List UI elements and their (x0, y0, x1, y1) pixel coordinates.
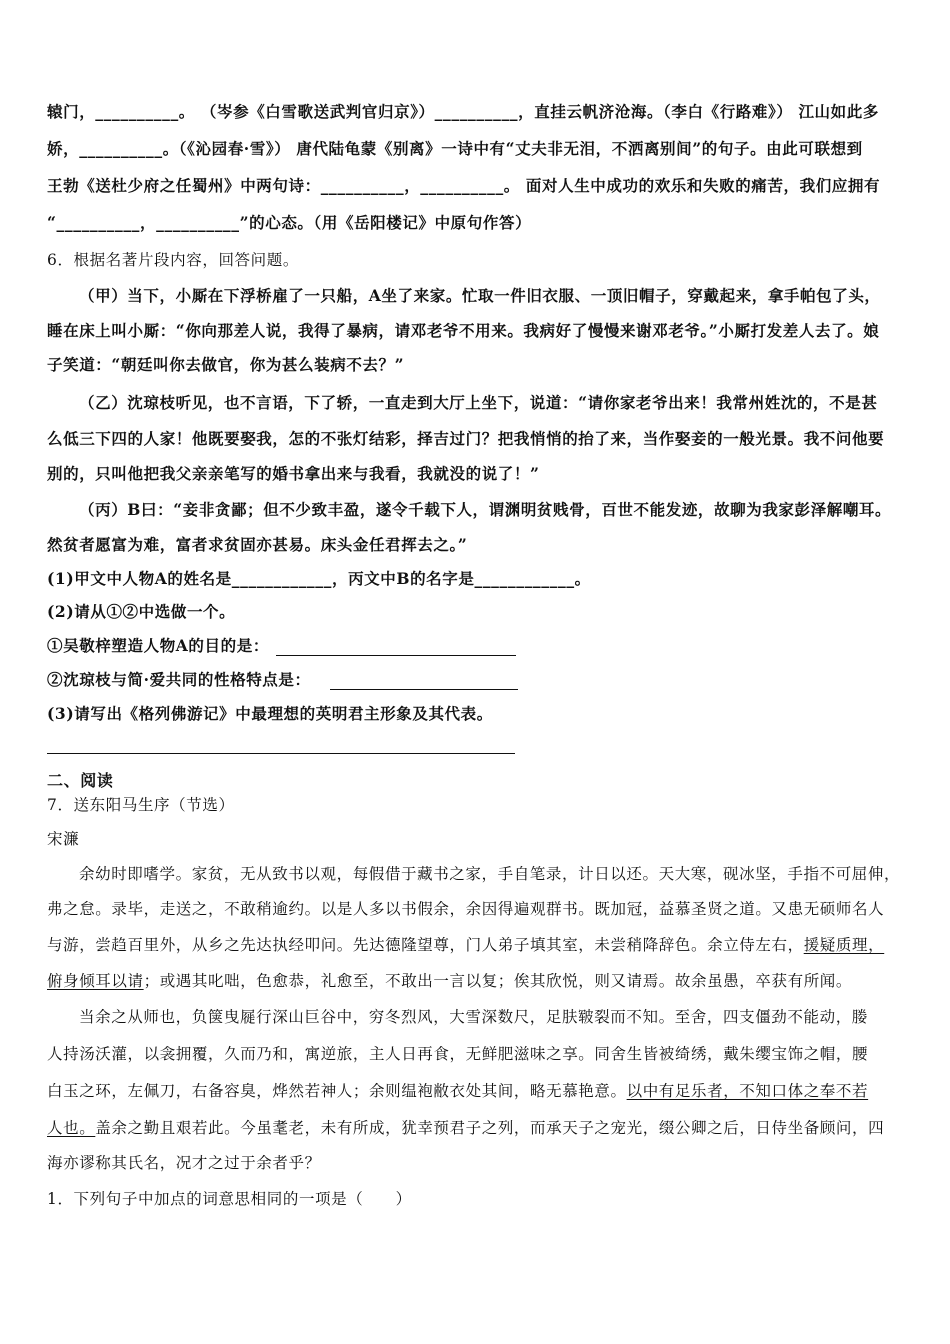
q5-line-4: “__________，__________”的心态。（用《岳阳楼记》中原句作答） (47, 213, 532, 232)
underlined-phrase: 援疑质理， (803, 936, 885, 954)
q6-option-1: ①吴敬梓塑造人物A的目的是： (47, 636, 269, 655)
q7-title: 7．送东阳马生序（节选） (47, 796, 235, 814)
passage-p1-line-1: 余幼时即嗜学。家贫，无从致书以观，每假借于藏书之家，手自笔录，计日以还。天大寒，砚冰坚，手指不可屈伸， (79, 865, 901, 883)
answer-line-sub3 (47, 753, 515, 754)
underlined-phrase: 人也。 (47, 1119, 96, 1137)
passage-p2-line-3 (47, 1080, 868, 1102)
answer-line-option-1 (276, 655, 516, 656)
q5-line-1: 辕门，__________。 （岑参《白雪歌送武判官归京》）__________，直挂云帆济沧海。（李白《行路难》） 江山如此多 (47, 102, 879, 121)
passage-p2-line-5: 海亦谬称其氏名，况才之过于余者乎？ (47, 1154, 321, 1172)
passage-p1-line-2: 弗之怠。录毕，走送之，不敢稍逾约。以是人多以书假余，余因得遍观群书。既加冠，益慕圣贤之道。又患无硕师名人 (47, 900, 885, 918)
passage-text: 盖余之勤且艰若此。今虽耄老，未有所成，犹幸预君子之列，而承天子之宠光，缀公卿之后，日侍坐备顾问，四 (95, 1119, 885, 1137)
passage-p2-line-1: 当余之从师也，负箧曳屣行深山巨谷中，穷冬烈风，大雪深数尺，足肤皲裂而不知。至舍，四支僵劲不能动，媵 (79, 1008, 868, 1026)
underlined-phrase: 以中有足乐者，不知口体之奉不若 (626, 1082, 869, 1100)
q5-line-2: 娇，__________。（《沁园春·雪》） 唐代陆龟蒙《别离》一诗中有“丈夫非无泪，不洒离别间”的句子。由此可联想到 (47, 139, 863, 158)
q6-option-2: ②沈琼枝与简·爱共同的性格特点是： (47, 670, 311, 689)
q6-title: 6．根据名著片段内容，回答问题。 (47, 251, 299, 269)
answer-line-option-2 (330, 689, 518, 690)
q6-jia-line-3: 子笑道：“朝廷叫你去做官，你为甚么装病不去？” (47, 355, 405, 374)
q6-jia-line-1: （甲）当下，小厮在下浮桥雇了一只船，A坐了来家。忙取一件旧衣服、一顶旧帽子，穿戴起来，拿手帕包了头， (79, 286, 881, 305)
section-heading: 二、阅读 (47, 771, 114, 790)
author: 宋濂 (47, 830, 80, 848)
passage-text: 与游，尝趋百里外，从乡之先达执经叩问。先达德隆望尊，门人弟子填其室，未尝稍降辞色。余立侍左右， (47, 936, 804, 954)
q6-yi-line-3: 别的，只叫他把我父亲亲笔写的婚书拿出来与我看，我就没的说了！” (47, 464, 540, 483)
q5-line-3: 王勃《送杜少府之任蜀州》中两句诗：__________，__________。 面对人生中成功的欢乐和失败的痛苦，我们应拥有 (47, 176, 881, 195)
q6-yi-line-2: 么低三下四的人家！他既要娶我，怎的不张灯结彩，择吉过门？把我悄悄的抬了来，当作娶妾的一般光景。我不问他要 (47, 429, 885, 448)
question-1: 1．下列句子中加点的词意思相同的一项是（ ） (47, 1190, 412, 1208)
q6-jia-line-2: 睡在床上叫小厮：“你向那差人说，我得了暴病，请邓老爷不用来。我病好了慢慢来谢邓老爷。”小厮打发差人去了。娘 (47, 321, 880, 340)
passage-text: 白玉之环，左佩刀，右备容臭，烨然若神人；余则缊袍敝衣处其间，略无慕艳意。 (47, 1082, 627, 1100)
q6-sub3: (3)请写出《格列佛游记》中最理想的英明君主形象及其代表。 (47, 704, 493, 723)
passage-p1-line-4 (47, 970, 852, 992)
passage-text: ；或遇其叱咄，色愈恭，礼愈至，不敢出一言以复；俟其欣悦，则又请焉。故余虽愚，卒获有所闻。 (143, 972, 853, 990)
q6-bing-line-2: 然贫者愿富为难，富者求贫固亦甚易。床头金任君挥去之。” (47, 535, 468, 554)
q6-sub2: (2)请从①②中选做一个。 (47, 602, 236, 621)
q6-yi-line-1: （乙）沈琼枝听见，也不言语，下了轿，一直走到大厅上坐下，说道：“请你家老爷出来！我常州姓沈的，不是甚 (79, 393, 878, 412)
passage-p2-line-4 (47, 1117, 884, 1139)
passage-p2-line-2: 人持汤沃灌，以衾拥覆，久而乃和，寓逆旅，主人日再食，无鲜肥滋味之享。同舍生皆被绮绣，戴朱缨宝饰之帽，腰 (47, 1045, 869, 1063)
passage-p1-line-3 (47, 934, 884, 956)
q6-bing-line-1: （丙）B曰：“妾非贪鄙；但不少致丰盈，遂令千载下人，谓渊明贫贱骨，百世不能发迹，故聊为我家彭泽解嘲耳。 (79, 500, 892, 519)
q6-sub1: (1)甲文中人物A的姓名是____________，丙文中B的名字是____________。 (47, 569, 591, 588)
underlined-phrase: 俯身倾耳以请 (47, 972, 144, 990)
